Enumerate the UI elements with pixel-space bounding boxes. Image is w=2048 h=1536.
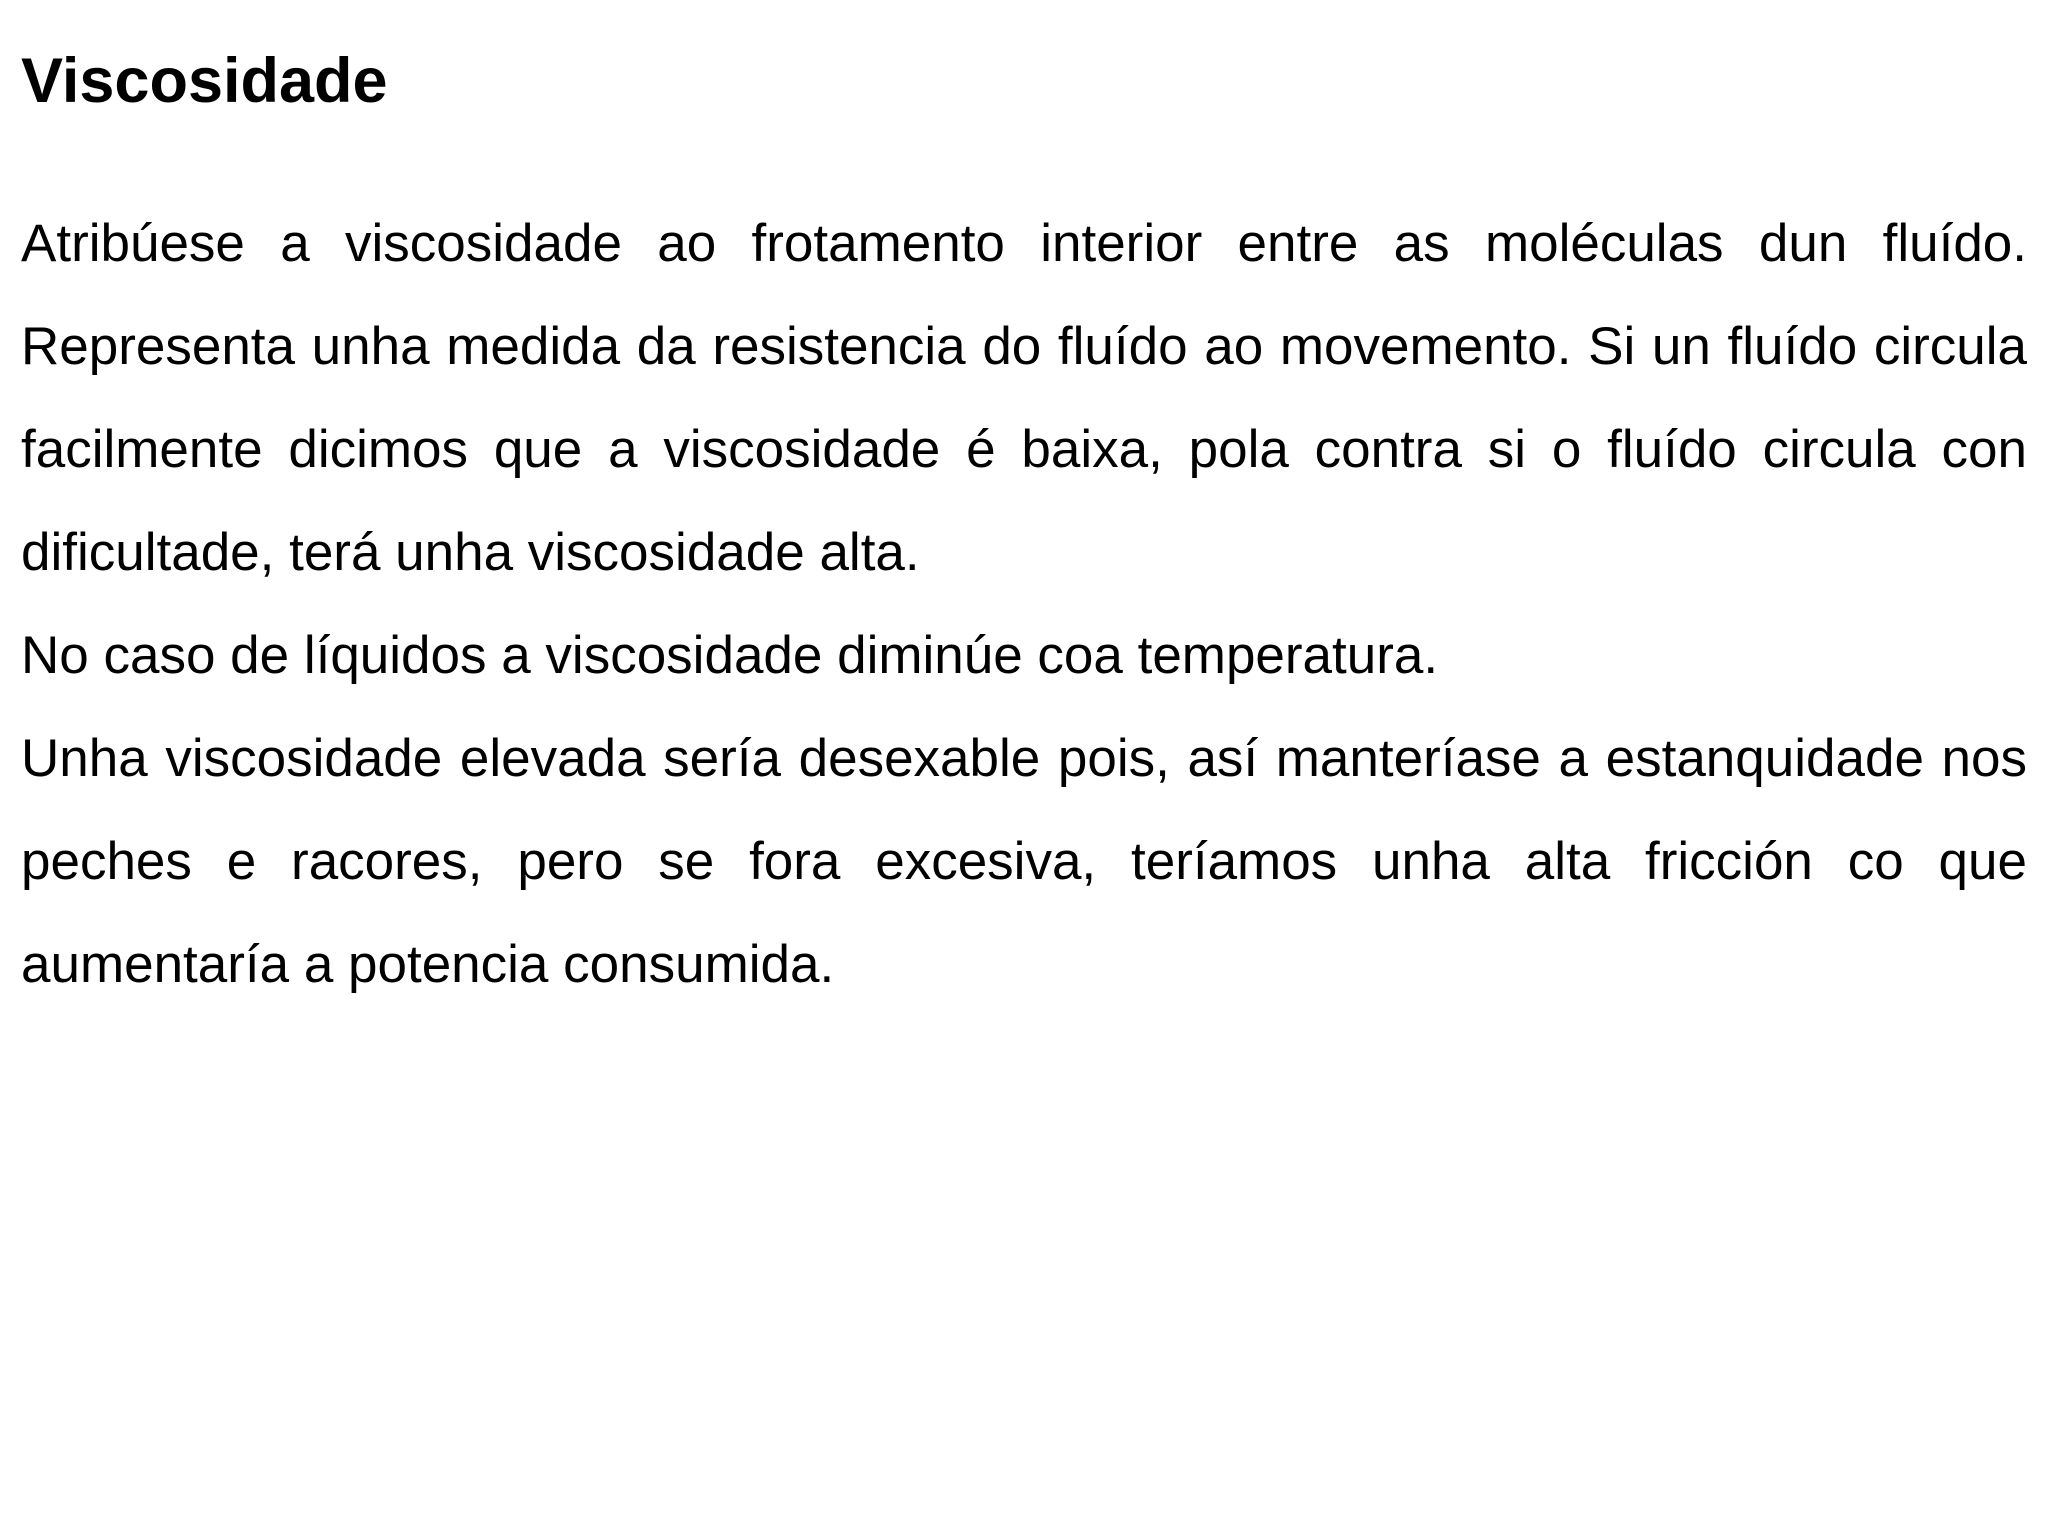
- document-body: [21, 192, 2027, 1016]
- paragraph-high-viscosity: Unha viscosidade elevada sería desexable pois, así manteríase a estanquidade nos peches e racores, pero se fora excesiva, teríamos unha alta fricción co que aumentaría a potencia consumida.: [21, 729, 2027, 994]
- page-title: Viscosidade: [21, 46, 388, 116]
- document-page: [21, 0, 2027, 1016]
- paragraph-definition: Atribúese a viscosidade ao frotamento interior entre as moléculas dun fluído. Representa unha medida da resistencia do fluído ao movemento. Si un fluído circula facilmente dicimos que a viscosidade é baixa, pola contra si o fluído circula con dificultade, terá unha viscosidade alta.: [21, 214, 2027, 582]
- paragraph-temperature: No caso de líquidos a viscosidade diminúe coa temperatura.: [21, 626, 1439, 685]
